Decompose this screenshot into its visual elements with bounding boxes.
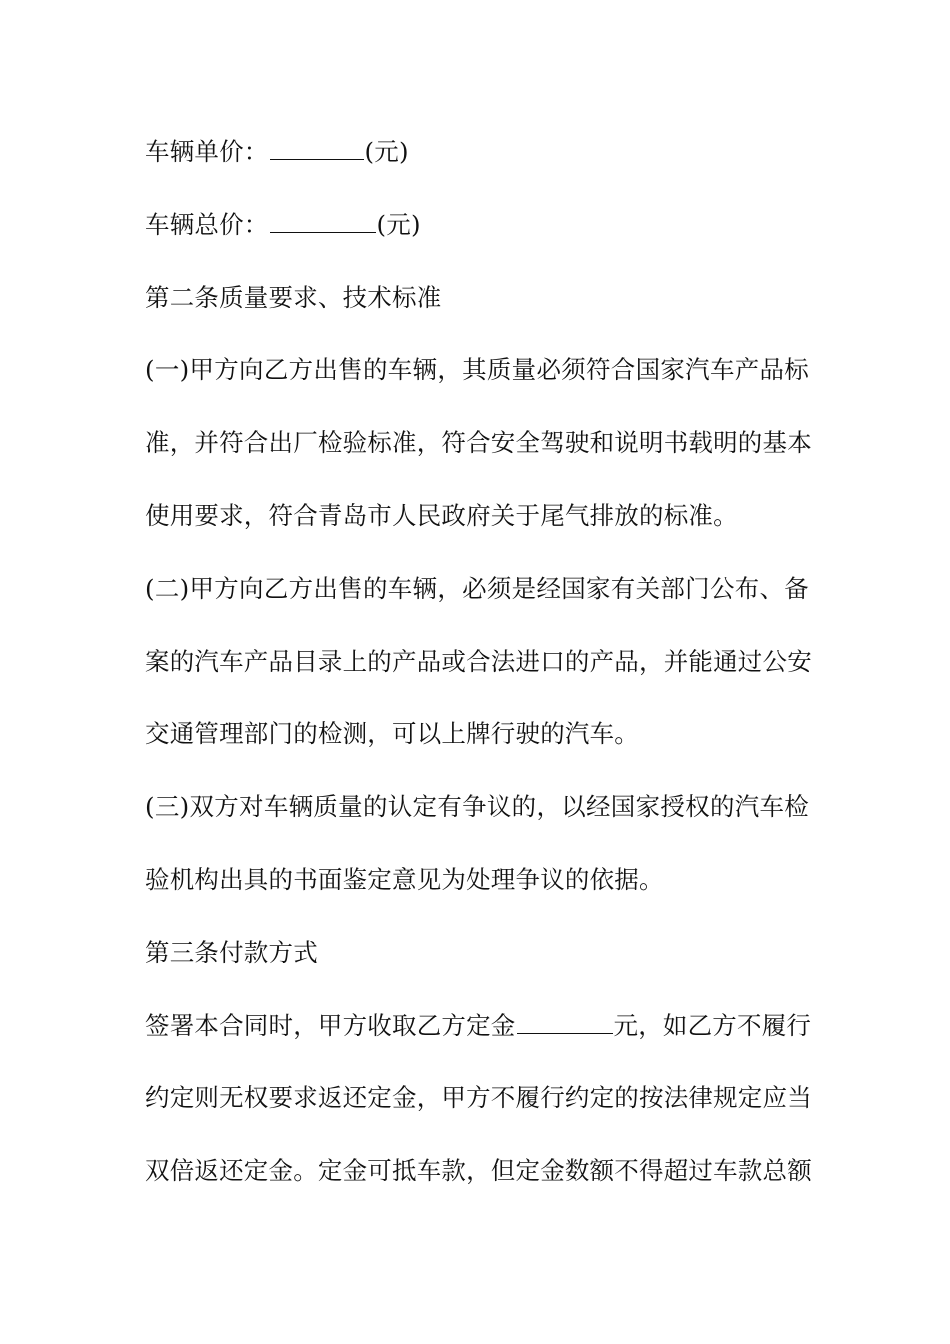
unit-price-line [145,128,809,201]
paragraph-4-line-3: 双倍返还定金。定金可抵车款，但定金数额不得超过车款总额 [145,1156,812,1186]
contract-body [145,128,812,1220]
deposit-text-after: 元，如乙方不履行 [613,1010,812,1040]
paragraph-4-line-1 [145,1002,812,1075]
total-price-blank [270,206,376,233]
total-price-label: 车辆总价： [145,209,269,239]
unit-price-blank [270,133,364,160]
paragraph-1-line-1: (一)甲方向乙方出售的车辆，其质量必须符合国家汽车产品标 [145,355,809,385]
unit-price-label: 车辆单价： [145,137,269,166]
total-price-line [145,201,809,274]
article-2-title: 第二条质量要求、技术标准 [145,282,442,312]
paragraph-2-line-1: (二)甲方向乙方出售的车辆，必须是经国家有关部门公布、备 [145,573,809,603]
paragraph-2-line-2: 案的汽车产品目录上的产品或合法进口的产品，并能通过公安 [145,646,812,676]
unit-price-suffix: (元) [364,137,409,166]
paragraph-1-line-2: 准，并符合出厂检验标准，符合安全驾驶和说明书载明的基本 [145,428,812,458]
paragraph-1-line-3: 使用要求，符合青岛市人民政府关于尾气排放的标准。 [145,500,738,530]
paragraph-3-line-1: (三)双方对车辆质量的认定有争议的，以经国家授权的汽车检 [145,792,809,822]
deposit-amount-blank [517,1007,613,1034]
total-price-suffix: (元) [376,209,421,239]
deposit-text-before: 签署本合同时，甲方收取乙方定金 [145,1010,516,1040]
paragraph-4-line-2: 约定则无权要求返还定金，甲方不履行约定的按法律规定应当 [145,1083,812,1113]
paragraph-3-line-2: 验机构出具的书面鉴定意见为处理争议的依据。 [145,864,664,894]
paragraph-2-line-3: 交通管理部门的检测，可以上牌行驶的汽车。 [145,719,639,749]
article-3-title: 第三条付款方式 [145,937,318,967]
